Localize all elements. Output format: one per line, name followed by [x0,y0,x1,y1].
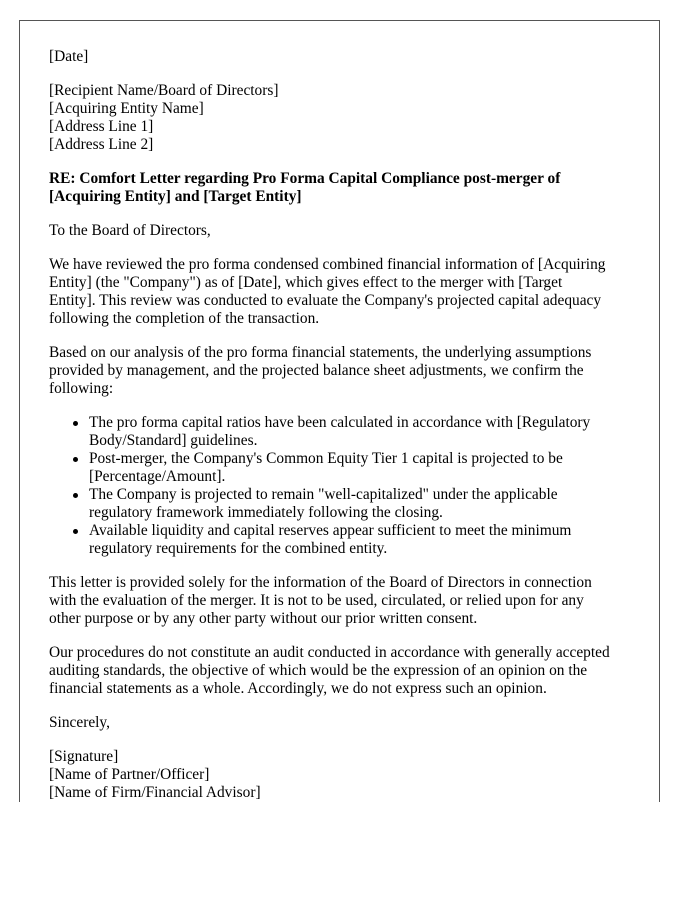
paragraph-line: provided by management, and the projected balance sheet adjustments, we confirm the [49,362,584,379]
bullet-icon [73,529,78,534]
paragraph-line: Our procedures do not constitute an audit conducted in accordance with generally accepted [49,644,610,661]
confirmation-list [49,414,639,558]
letter-page [19,20,660,802]
bullet-icon [73,421,78,426]
list-item [89,522,639,558]
recipient-line: [Address Line 1] [49,118,154,135]
salutation-text: To the Board of Directors, [49,222,211,239]
paragraph-line: Entity] (the "Company") as of [Date], which gives effect to the merger with [Target [49,274,563,291]
paragraph-line: We have reviewed the pro forma condensed combined financial information of [Acquiring [49,256,606,273]
list-item-line: regulatory requirements for the combined entity. [89,540,388,557]
paragraph-line: other purpose or by any other party without our prior written consent. [49,610,478,627]
recipient-line: [Address Line 2] [49,136,154,153]
subject-text: [Acquiring Entity] and [Target Entity] [49,188,302,205]
list-item [89,486,639,522]
list-item-line: Available liquidity and capital reserves appear sufficient to meet the minimum [89,522,572,539]
subject-line [49,170,639,206]
paragraph-line: auditing standards, the objective of which would be the expression of an opinion on the [49,662,588,679]
signature-block [49,748,639,802]
recipient-line: [Recipient Name/Board of Directors] [49,82,279,99]
list-item-line: The pro forma capital ratios have been calculated in accordance with [Regulatory [89,414,591,431]
closing [49,714,639,732]
letter-body [49,48,639,818]
signature-line: [Name of Partner/Officer] [49,766,210,783]
list-item-line: regulatory framework immediately following the closing. [89,504,443,521]
closing-text: Sincerely, [49,714,110,731]
paragraph-line: following the completion of the transaction. [49,310,320,327]
paragraph-line: Entity]. This review was conducted to evaluate the Company's projected capital adequacy [49,292,602,309]
bullet-icon [73,457,78,462]
paragraph-line: financial statements as a whole. Accordingly, we do not express such an opinion. [49,680,547,697]
list-item [89,450,639,486]
recipient-line: [Acquiring Entity Name] [49,100,204,117]
list-item-line: The Company is projected to remain "well-capitalized" under the applicable [89,486,558,503]
signature-line: [Signature] [49,748,119,765]
paragraph-purpose [49,574,639,628]
salutation [49,222,639,240]
date-line: [Date] [49,48,89,65]
paragraph-line: following: [49,380,114,397]
list-item-line: [Percentage/Amount]. [89,468,226,485]
paragraph-line: This letter is provided solely for the information of the Board of Directors in connection [49,574,592,591]
letter-date [49,48,639,66]
list-item [89,414,639,450]
signature-line: [Name of Firm/Financial Advisor] [49,784,261,801]
recipient-address [49,82,639,154]
bullet-icon [73,493,78,498]
list-item-line: Post-merger, the Company's Common Equity Tier 1 capital is projected to be [89,450,563,467]
paragraph-line: Based on our analysis of the pro forma financial statements, the underlying assumptions [49,344,592,361]
paragraph-line: with the evaluation of the merger. It is not to be used, circulated, or relied upon for any [49,592,584,609]
paragraph-analysis [49,344,639,398]
paragraph-review [49,256,639,328]
list-item-line: Body/Standard] guidelines. [89,432,258,449]
subject-text: RE: Comfort Letter regarding Pro Forma Capital Compliance post-merger of [49,170,561,187]
paragraph-disclaimer [49,644,639,698]
